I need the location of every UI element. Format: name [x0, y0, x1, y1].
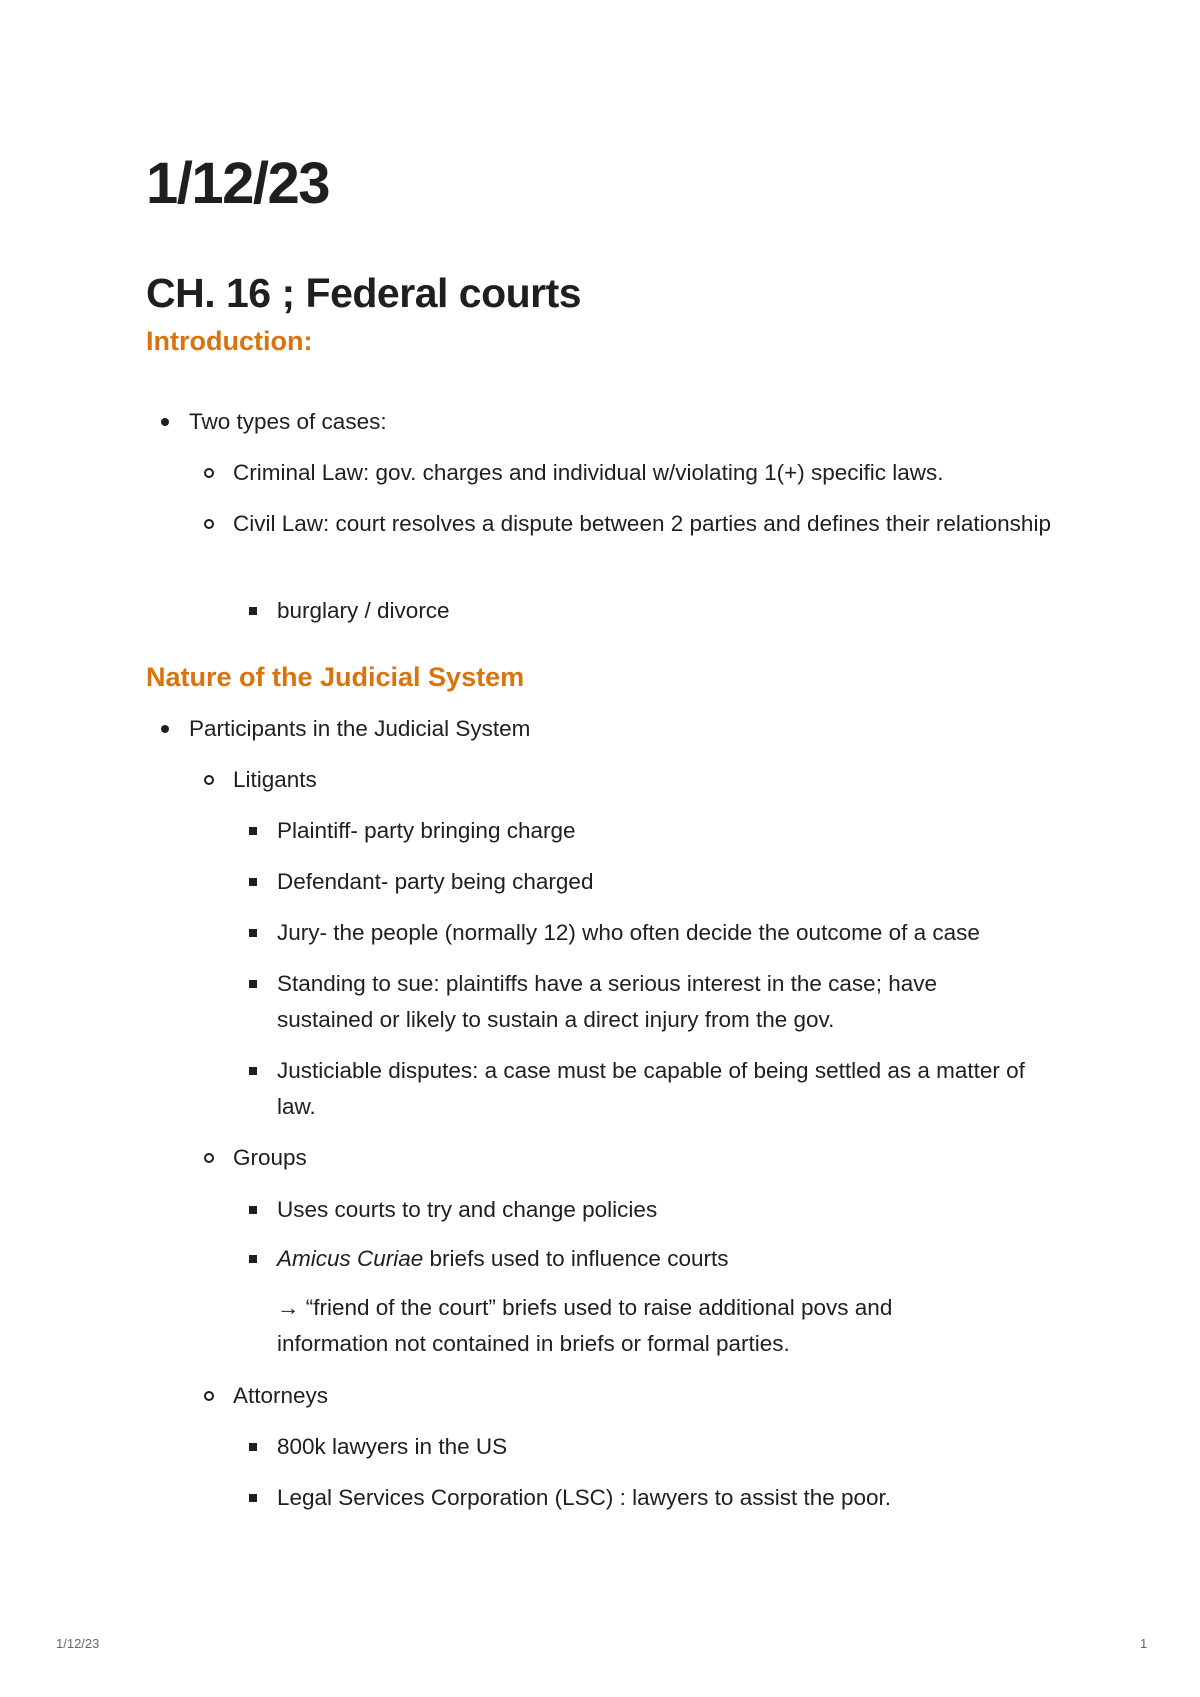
list-item-plaintiff: Plaintiff- party bringing charge [277, 813, 1077, 849]
amicus-rest: briefs used to influence courts [423, 1246, 729, 1271]
bullet-square-icon [249, 1206, 257, 1214]
list-item-examples: burglary / divorce [277, 593, 1077, 629]
bullet-disc-icon [161, 725, 169, 733]
bullet-square-icon [249, 1494, 257, 1502]
bullet-square-icon [249, 929, 257, 937]
section-heading-judicial-system: Nature of the Judicial System [146, 662, 525, 692]
section-heading-introduction: Introduction: [146, 326, 313, 356]
bullet-square-icon [249, 1443, 257, 1451]
bullet-disc-icon [161, 418, 169, 426]
list-item-litigants: Litigants [233, 762, 1093, 798]
bullet-circle-icon [204, 519, 214, 529]
bullet-square-icon [249, 607, 257, 615]
amicus-term: Amicus Curiae [277, 1246, 424, 1271]
bullet-square-icon [249, 980, 257, 988]
bullet-square-icon [249, 1067, 257, 1075]
page-title: 1/12/23 [146, 151, 330, 216]
chapter-title: CH. 16 ; Federal courts [146, 270, 582, 316]
list-item-lsc: Legal Services Corporation (LSC) : lawyers to assist the poor. [277, 1480, 1077, 1516]
list-item-jury: Jury- the people (normally 12) who often decide the outcome of a case [277, 915, 1077, 951]
bullet-square-icon [249, 1255, 257, 1263]
list-item-defendant: Defendant- party being charged [277, 864, 1077, 900]
list-item-uses-courts: Uses courts to try and change policies [277, 1192, 1077, 1228]
bullet-square-icon [249, 878, 257, 886]
list-item-criminal-law: Criminal Law: gov. charges and individual w/violating 1(+) specific laws. [233, 455, 1093, 491]
list-item-participants: Participants in the Judicial System [189, 711, 1089, 747]
list-item-standing: Standing to sue: plaintiffs have a serious interest in the case; have sustained or likely to sustain a direct injury from the gov. [277, 966, 1017, 1038]
amicus-note: → “friend of the court” briefs used to raise additional povs and information not contained in briefs or formal parties. [277, 1295, 893, 1356]
list-item-attorneys: Attorneys [233, 1378, 1093, 1414]
list-item-two-types: Two types of cases: [189, 404, 1089, 440]
list-item-lawyers-count: 800k lawyers in the US [277, 1429, 1077, 1465]
bullet-square-icon [249, 827, 257, 835]
list-item-justiciable: Justiciable disputes: a case must be capable of being settled as a matter of law. [277, 1053, 1067, 1125]
bullet-circle-icon [204, 468, 214, 478]
bullet-circle-icon [204, 1391, 214, 1401]
footer-date: 1/12/23 [56, 1636, 100, 1651]
bullet-circle-icon [204, 1153, 214, 1163]
bullet-circle-icon [204, 775, 214, 785]
list-item-amicus [277, 1241, 1077, 1277]
list-item-civil-law: Civil Law: court resolves a dispute between 2 parties and defines their relationship [233, 506, 1093, 542]
footer-page-number: 1 [1140, 1636, 1148, 1651]
list-item-groups: Groups [233, 1140, 1093, 1176]
